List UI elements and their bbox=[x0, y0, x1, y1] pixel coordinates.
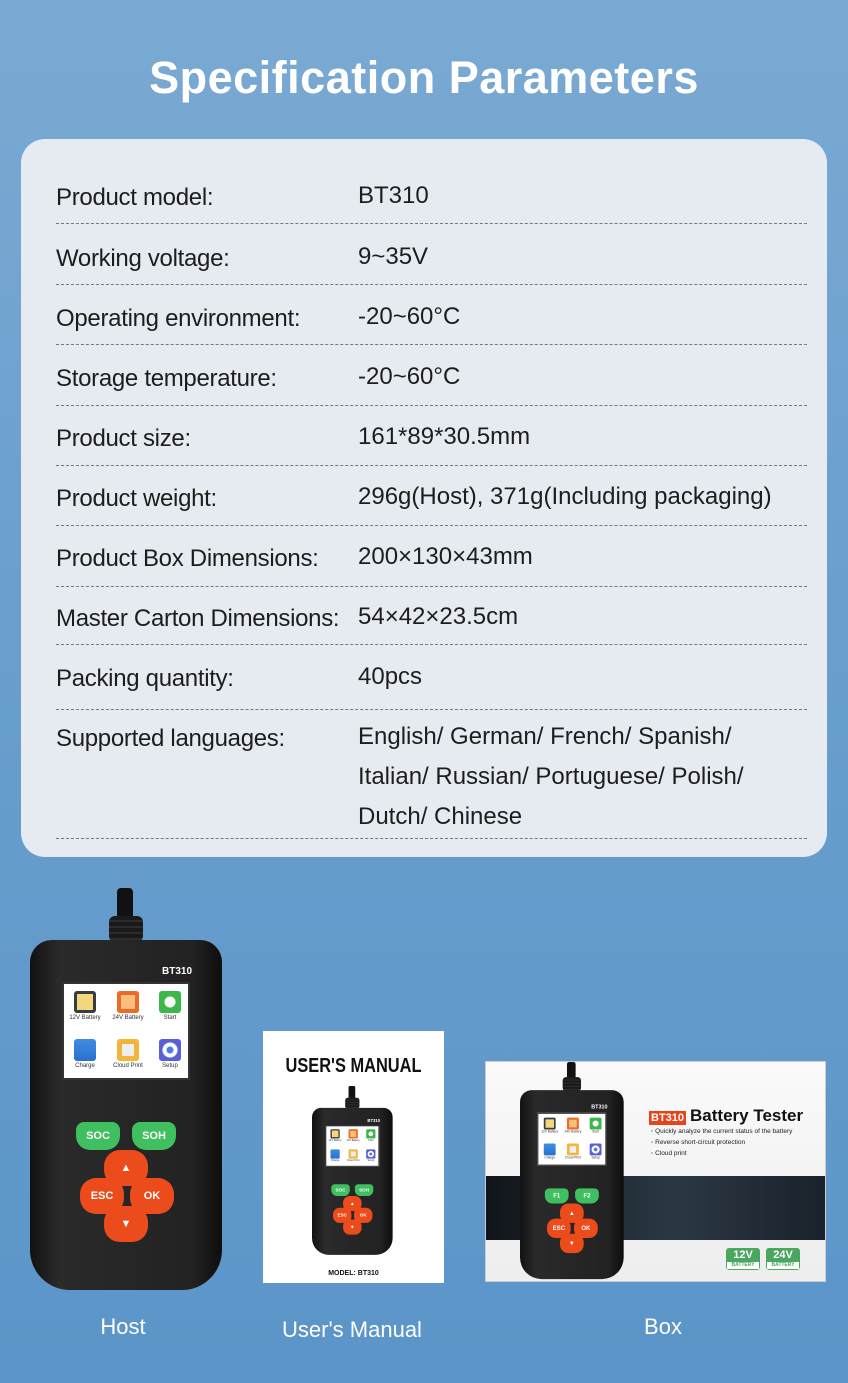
spec-label: Product weight: bbox=[56, 485, 217, 512]
device-model-label: BT310 bbox=[591, 1104, 608, 1111]
spec-value-line: English/ German/ French/ Spanish/ bbox=[358, 723, 732, 750]
box-bullet: ◦ Quickly analyze the current status of the battery bbox=[651, 1128, 793, 1135]
up-button: ▲ bbox=[104, 1150, 148, 1186]
badge-text: BATTERY bbox=[767, 1262, 799, 1269]
manual-title: USER'S MANUAL bbox=[285, 1055, 422, 1077]
spec-label: Product size: bbox=[56, 425, 191, 452]
ok-button: OK bbox=[354, 1208, 372, 1223]
badge-24v bbox=[766, 1248, 800, 1270]
app-label: Setup bbox=[591, 1156, 600, 1160]
app-label: 12V Battery bbox=[69, 1015, 101, 1021]
device-screen bbox=[537, 1113, 606, 1166]
device-body bbox=[520, 1090, 624, 1279]
down-button: ▼ bbox=[560, 1234, 584, 1253]
app-label: Setup bbox=[367, 1159, 375, 1163]
ok-button: OK bbox=[130, 1178, 174, 1214]
box-bullet: ◦ Reverse short-circuit protection bbox=[651, 1139, 746, 1146]
app-label: Start bbox=[163, 1015, 177, 1021]
spec-value-line: Dutch/ Chinese bbox=[358, 803, 523, 830]
box-model-tag: BT310 bbox=[651, 1112, 685, 1124]
down-button: ▼ bbox=[104, 1206, 148, 1242]
spec-label: Product model: bbox=[56, 184, 214, 211]
device-body bbox=[30, 940, 222, 1290]
key2-button: F2 bbox=[575, 1188, 599, 1203]
plug-icon bbox=[74, 1039, 96, 1061]
manual-device-image bbox=[312, 1086, 393, 1255]
power-icon bbox=[590, 1118, 602, 1130]
cable bbox=[349, 1086, 356, 1099]
key2-button: SOH bbox=[355, 1184, 373, 1196]
spec-table bbox=[21, 139, 827, 857]
app-12v-battery bbox=[326, 1128, 344, 1142]
host-device-image bbox=[30, 888, 222, 1290]
app-label: Charge bbox=[75, 1063, 95, 1069]
power-icon bbox=[366, 1129, 375, 1138]
app-charge bbox=[326, 1148, 344, 1162]
app-cloud-print bbox=[107, 1036, 149, 1069]
box-bullet: ◦ Cloud print bbox=[651, 1150, 687, 1157]
app-24v-battery bbox=[107, 988, 149, 1021]
badge-12v bbox=[726, 1248, 760, 1270]
battery-icon bbox=[74, 991, 96, 1013]
battery-icon bbox=[544, 1118, 556, 1130]
spec-label: Product Box Dimensions: bbox=[56, 545, 319, 572]
up-button: ▲ bbox=[343, 1196, 361, 1211]
ok-button: OK bbox=[574, 1219, 598, 1238]
box-title bbox=[649, 1106, 803, 1126]
app-start bbox=[362, 1128, 380, 1142]
app-start bbox=[584, 1116, 607, 1134]
app-setup bbox=[362, 1148, 380, 1162]
spec-value: -20~60°C bbox=[358, 303, 461, 330]
app-label: Cloud Print bbox=[346, 1159, 360, 1163]
esc-button: ESC bbox=[547, 1219, 571, 1238]
spec-label: Storage temperature: bbox=[56, 365, 277, 392]
gear-icon bbox=[590, 1144, 602, 1156]
app-label: Cloud Print bbox=[564, 1156, 581, 1160]
esc-button: ESC bbox=[80, 1178, 124, 1214]
down-button: ▼ bbox=[343, 1220, 361, 1235]
app-label: 24V Battery bbox=[564, 1130, 582, 1134]
app-label: Charge bbox=[330, 1159, 340, 1163]
app-label: 12V Battery bbox=[541, 1130, 559, 1134]
app-charge bbox=[538, 1142, 561, 1160]
spec-label: Operating environment: bbox=[56, 305, 301, 332]
plug-icon bbox=[544, 1144, 556, 1156]
app-start bbox=[149, 988, 191, 1021]
app-12v-battery bbox=[538, 1116, 561, 1134]
spec-row bbox=[56, 723, 807, 839]
spec-value: 40pcs bbox=[358, 663, 423, 690]
app-label: Start bbox=[368, 1139, 374, 1142]
app-24v-battery bbox=[562, 1116, 585, 1134]
caption-box: Box bbox=[644, 1314, 682, 1339]
badge-value: 12V bbox=[733, 1249, 753, 1261]
app-label: 24V Battery bbox=[346, 1139, 360, 1142]
key2-button: SOH bbox=[132, 1122, 176, 1150]
spec-row bbox=[56, 483, 807, 526]
battery-icon bbox=[117, 991, 139, 1013]
device-model-label: BT310 bbox=[367, 1118, 381, 1124]
spec-value: 9~35V bbox=[358, 243, 429, 270]
gear-icon bbox=[159, 1039, 181, 1061]
spec-value: 54×42×23.5cm bbox=[358, 603, 519, 630]
spec-row bbox=[56, 423, 807, 466]
app-cloud-print bbox=[344, 1148, 362, 1162]
spec-label: Working voltage: bbox=[56, 245, 230, 272]
esc-button: ESC bbox=[333, 1208, 351, 1223]
app-charge bbox=[64, 1036, 106, 1069]
spec-value: -20~60°C bbox=[358, 363, 461, 390]
caption-host: Host bbox=[100, 1314, 146, 1339]
spec-row bbox=[56, 243, 807, 285]
app-label: Charge bbox=[544, 1156, 556, 1160]
badge-value: 24V bbox=[773, 1249, 793, 1261]
spec-value: 161*89*30.5mm bbox=[358, 423, 531, 450]
box-image bbox=[485, 1061, 826, 1282]
plug-icon bbox=[330, 1149, 339, 1158]
app-setup bbox=[149, 1036, 191, 1069]
power-icon bbox=[159, 991, 181, 1013]
up-button: ▲ bbox=[560, 1203, 584, 1222]
spec-value: 296g(Host), 371g(Including packaging) bbox=[358, 483, 772, 510]
key1-button: SOC bbox=[331, 1184, 349, 1196]
cable-boot bbox=[563, 1077, 581, 1091]
cable bbox=[117, 888, 133, 918]
spec-value bbox=[358, 717, 744, 837]
app-label: 24V Battery bbox=[112, 1015, 144, 1021]
battery-icon bbox=[349, 1129, 358, 1138]
spec-value-line: Italian/ Russian/ Portuguese/ Polish/ bbox=[358, 763, 744, 790]
cable bbox=[567, 1062, 576, 1078]
spec-row bbox=[56, 363, 807, 406]
printer-icon bbox=[349, 1149, 358, 1158]
spec-row bbox=[56, 303, 807, 345]
page-title: Specification Parameters bbox=[149, 52, 699, 103]
spec-row bbox=[56, 182, 807, 224]
bullet-text: Cloud print bbox=[655, 1150, 687, 1157]
key1-button: F1 bbox=[545, 1188, 569, 1203]
caption-manual: User's Manual bbox=[282, 1317, 422, 1342]
key1-button: SOC bbox=[76, 1122, 120, 1150]
device-body bbox=[312, 1108, 393, 1255]
app-label: Setup bbox=[162, 1063, 178, 1069]
spec-label: Supported languages: bbox=[56, 725, 285, 752]
cable-boot bbox=[109, 916, 143, 942]
app-label: 12V Battery bbox=[328, 1139, 342, 1142]
spec-value: 200×130×43mm bbox=[358, 543, 533, 570]
bullet-text: Reverse short-circuit protection bbox=[655, 1139, 746, 1146]
box-device-image bbox=[520, 1062, 624, 1279]
app-24v-battery bbox=[344, 1128, 362, 1142]
spec-value: BT310 bbox=[358, 182, 429, 209]
badge-text: BATTERY bbox=[727, 1262, 759, 1269]
user-manual-image bbox=[263, 1031, 444, 1283]
battery-icon bbox=[330, 1129, 339, 1138]
app-label: Cloud Print bbox=[113, 1063, 143, 1069]
bullet-text: Quickly analyze the current status of the battery bbox=[655, 1128, 793, 1135]
app-cloud-print bbox=[562, 1142, 585, 1160]
printer-icon bbox=[567, 1144, 579, 1156]
spec-row bbox=[56, 543, 807, 587]
app-label: Start bbox=[592, 1130, 600, 1134]
printer-icon bbox=[117, 1039, 139, 1061]
spec-row bbox=[56, 663, 807, 710]
manual-model: MODEL: BT310 bbox=[328, 1270, 379, 1277]
spec-row bbox=[56, 603, 807, 645]
app-setup bbox=[584, 1142, 607, 1160]
spec-label: Packing quantity: bbox=[56, 665, 234, 692]
app-12v-battery bbox=[64, 988, 106, 1021]
device-model-label: BT310 bbox=[161, 966, 192, 977]
gear-icon bbox=[366, 1149, 375, 1158]
device-screen bbox=[62, 982, 190, 1080]
battery-icon bbox=[567, 1118, 579, 1130]
device-screen bbox=[325, 1125, 379, 1166]
box-product-name: Battery Tester bbox=[690, 1106, 804, 1125]
spec-label: Master Carton Dimensions: bbox=[56, 605, 340, 632]
